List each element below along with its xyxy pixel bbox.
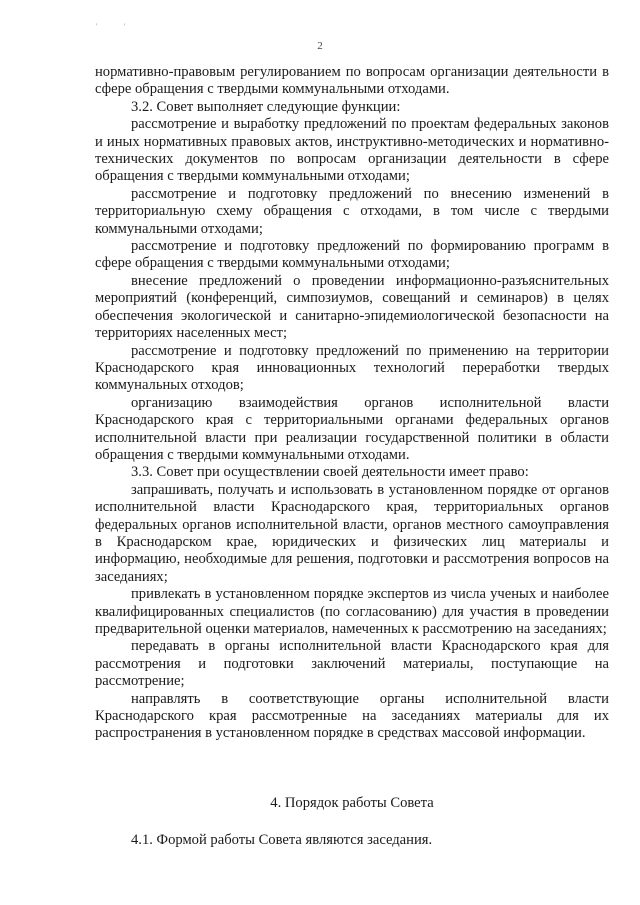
body-text — [95, 64, 609, 743]
paragraph: 3.3. Совет при осуществлении своей деятельности имеет право: — [131, 464, 529, 481]
paragraph: рассмотрение и подготовку предложений по применению на территории Краснодарского края инновационных технологий переработки твердых коммунальных отходов; — [95, 342, 609, 394]
paragraph: рассмотрение и подготовку предложений по внесению изменений в территориальную схему обращения с отходами, в том числе с твердыми коммунальными отходами; — [95, 185, 609, 237]
paragraph: запрашивать, получать и использовать в установленном порядке от органов исполнительной власти Краснодарского края, территориальных органов федеральных органов исполнительной власти, органов местного самоуправления в Краснодарском крае, юридических и физических лиц материалы и информацию, необходимые для решения, подготовки и рассмотрения вопросов на заседаниях; — [95, 481, 609, 585]
paragraph: рассмотрение и выработку предложений по проектам федеральных законов и иных нормативных правовых актов, инструктивно-методических и нормативно-технических документов по вопросам организации деятельности в сфере обращения с твердыми коммунальными отходами; — [95, 116, 609, 185]
section-heading: 4. Порядок работы Совета — [270, 795, 434, 811]
paragraph: рассмотрение и подготовку предложений по формированию программ в сфере обращения с твердыми коммунальными отходами; — [95, 238, 609, 272]
paragraph: привлекать в установленном порядке экспертов из числа ученых и наиболее квалифицированных специалистов (по согласованию) для участия в проведении предварительной оценки материалов, намеченных к рассмотрению на заседаниях; — [95, 586, 609, 637]
paragraph: передавать в органы исполнительной власти Краснодарского края для рассмотрения и подготовки заключений материалы, поступающие на рассмотрение; — [95, 638, 609, 690]
scan-mark: ' — [96, 22, 98, 31]
final-paragraph: 4.1. Формой работы Совета являются заседания. — [131, 832, 433, 848]
scan-mark: ' — [124, 22, 126, 31]
paragraph: внесение предложений о проведении информационно-разъяснительных мероприятий (конференций, симпозиумов, совещаний и семинаров) в целях обеспечения экологической и санитарно-эпидемиологической безопасности на территориях населенных мест; — [95, 272, 609, 342]
paragraph: направлять в соответствующие органы исполнительной власти Краснодарского края рассмотренные на заседаниях материалы для их распространения в установленном порядке в средствах массовой информации. — [95, 690, 609, 742]
paragraph: организацию взаимодействия органов исполнительной власти Краснодарского края с территориальными органами федеральных органов исполнительной власти при реализации государственной политики в области обращения с твердыми коммунальными отходами. — [95, 394, 609, 463]
paragraph: 3.2. Совет выполняет следующие функции: — [131, 98, 401, 115]
paragraph: нормативно-правовым регулированием по вопросам организации деятельности в сфере обращения с твердыми коммунальными отходами. — [95, 64, 609, 98]
page-number: 2 — [317, 40, 323, 52]
